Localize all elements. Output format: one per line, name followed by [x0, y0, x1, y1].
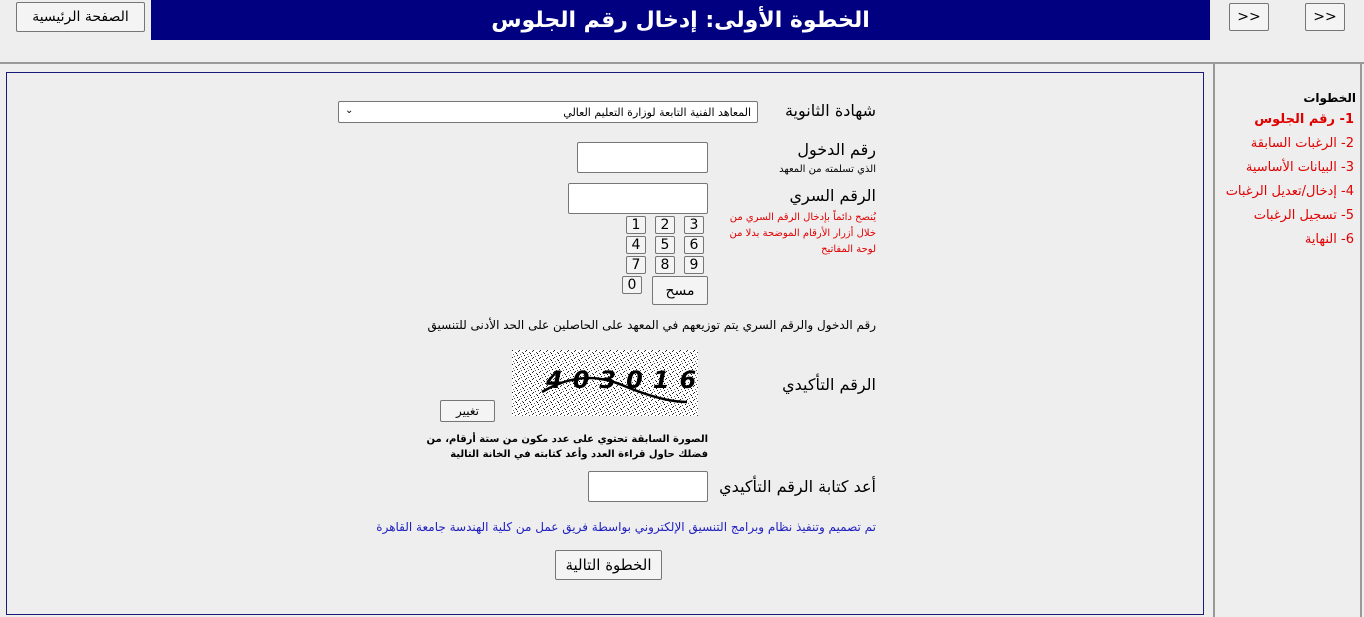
- certificate-label: شهادة الثانوية: [784, 101, 876, 120]
- nav-prev-button[interactable]: >>: [1229, 3, 1269, 31]
- credit-text: تم تصميم وتنفيذ نظام وبرامج التنسيق الإلكتروني بواسطة فريق عمل من كلية الهندسة جامعة القاهرة: [376, 520, 876, 534]
- password-input[interactable]: [568, 183, 708, 214]
- page-title: الخطوة الأولى: إدخال رقم الجلوس: [151, 0, 1210, 40]
- nav-next-button[interactable]: >>: [1305, 3, 1345, 31]
- keypad-6-button[interactable]: 6: [684, 236, 704, 254]
- captcha-image: [512, 350, 707, 416]
- frame-divider-vertical: [1213, 62, 1215, 617]
- keypad-2-button[interactable]: 2: [655, 216, 675, 234]
- captcha-input[interactable]: [588, 471, 708, 502]
- keypad-0-button[interactable]: 0: [622, 276, 642, 294]
- retype-label: أعد كتابة الرقم التأكيدي: [719, 477, 876, 496]
- keypad-5-button[interactable]: 5: [655, 236, 675, 254]
- keypad-8-button[interactable]: 8: [655, 256, 675, 274]
- step-5: 5- تسجيل الرغبات: [1253, 208, 1354, 223]
- password-warning: يُنصح دائماً بإدخال الرقم السري من خلال أزرار الأرقام الموضحة بدلا من لوحة المفاتيح: [729, 212, 876, 255]
- steps-sidebar: [1216, 64, 1360, 617]
- distribution-note: رقم الدخول والرقم السري يتم توزيعهم في المعهد على الحاصلين على الحد الأدنى للتنسيق: [427, 318, 876, 332]
- keypad-3-button[interactable]: 3: [684, 216, 704, 234]
- step-6: 6- النهاية: [1304, 232, 1354, 247]
- keypad-7-button[interactable]: 7: [626, 256, 646, 274]
- step-1: 1- رقم الجلوس: [1254, 112, 1354, 127]
- captcha-digits: 403016: [546, 366, 707, 394]
- keypad-9-button[interactable]: 9: [684, 256, 704, 274]
- steps-title: الخطوات: [1303, 91, 1356, 105]
- frame-right-edge: [1360, 62, 1362, 617]
- home-button[interactable]: الصفحة الرئيسية: [16, 2, 145, 32]
- keypad-4-button[interactable]: 4: [626, 236, 646, 254]
- certificate-value: المعاهد الفنية التابعة لوزارة التعليم العالي: [563, 105, 751, 119]
- password-label: الرقم السري: [789, 186, 876, 205]
- entry-number-input[interactable]: [577, 142, 708, 173]
- change-captcha-button[interactable]: تغيير: [440, 400, 495, 422]
- captcha-label: الرقم التأكيدي: [782, 375, 876, 394]
- next-step-button[interactable]: الخطوة التالية: [555, 550, 662, 580]
- entry-hint: الذي تسلمته من المعهد: [779, 164, 876, 175]
- step-4: 4- إدخال/تعديل الرغبات: [1225, 184, 1354, 199]
- clear-button[interactable]: مسح: [652, 276, 708, 305]
- entry-label: رقم الدخول: [797, 140, 876, 159]
- certificate-select[interactable]: [338, 101, 758, 123]
- keypad-1-button[interactable]: 1: [626, 216, 646, 234]
- captcha-note: الصورة السابقة تحتوي على عدد مكون من ستة أرقام، من فضلك حاول قراءة العدد وأعد كتابته في الخانة التالية: [426, 434, 708, 460]
- frame-divider-horizontal: [0, 62, 1364, 64]
- step-2: 2- الرغبات السابقة: [1250, 136, 1354, 151]
- chevron-down-icon: ⌄: [345, 105, 354, 116]
- step-3: 3- البيانات الأساسية: [1245, 160, 1354, 175]
